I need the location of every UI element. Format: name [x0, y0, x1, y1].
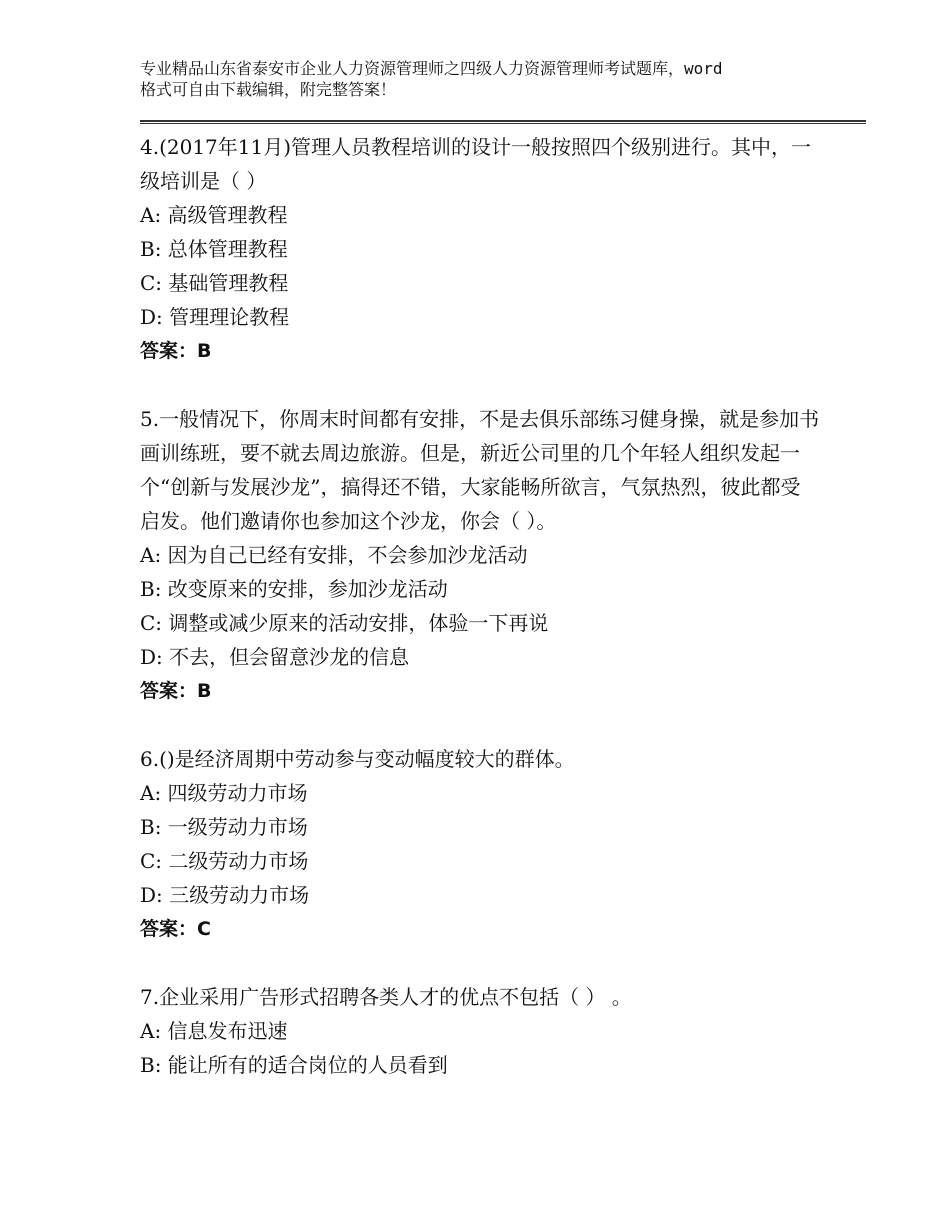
- option-a: A: 四级劳动力市场: [140, 781, 308, 805]
- option-a: A: 信息发布迅速: [140, 1019, 288, 1043]
- header-divider: [140, 120, 866, 124]
- option-c: C: 调整或减少原来的活动安排，体验一下再说: [140, 611, 549, 635]
- option-a: A: 高级管理教程: [140, 203, 288, 227]
- question-5: [140, 402, 820, 708]
- header-line-2: 格式可自由下载编辑，附完整答案！: [140, 80, 397, 99]
- answer-label: 答案：C: [140, 918, 211, 940]
- option-c: C: 二级劳动力市场: [140, 849, 309, 873]
- question-stem: 5.一般情况下，你周末时间都有安排，不是去俱乐部练习健身操，就是参加书画训练班，要不就去周边旅游。但是，新近公司里的几个年轻人组织发起一个“创新与发展沙龙”，搞得还不错，大家能畅所欲言，气氛热烈，彼此都受启发。他们邀请你也参加这个沙龙，你会（ ）。: [140, 407, 820, 533]
- question-stem: 4.(2017年11月)管理人员教程培训的设计一般按照四个级别进行。其中，一级培训是（ ）: [140, 135, 812, 193]
- option-b: B: 总体管理教程: [140, 237, 288, 261]
- option-b: B: 一级劳动力市场: [140, 815, 308, 839]
- answer-label: 答案：B: [140, 340, 212, 362]
- option-b: B: 改变原来的安排，参加沙龙活动: [140, 577, 448, 601]
- question-list: [140, 130, 820, 1082]
- question-stem: 6.()是经济周期中劳动参与变动幅度较大的群体。: [140, 747, 575, 771]
- option-d: D: 管理理论教程: [140, 305, 290, 329]
- option-d: D: 三级劳动力市场: [140, 883, 310, 907]
- option-b: B: 能让所有的适合岗位的人员看到: [140, 1053, 448, 1077]
- option-a: A: 因为自己已经有安排，不会参加沙龙活动: [140, 543, 528, 567]
- question-stem: 7.企业采用广告形式招聘各类人才的优点不包括（ ） 。: [140, 985, 632, 1009]
- answer-label: 答案：B: [140, 680, 212, 702]
- question-6: [140, 742, 820, 946]
- option-c: C: 基础管理教程: [140, 271, 289, 295]
- question-4: [140, 130, 820, 368]
- option-d: D: 不去，但会留意沙龙的信息: [140, 645, 410, 669]
- question-7: [140, 980, 820, 1082]
- header-line-1: 专业精品山东省泰安市企业人力资源管理师之四级人力资源管理师考试题库，word: [140, 59, 723, 78]
- document-header: [140, 58, 830, 100]
